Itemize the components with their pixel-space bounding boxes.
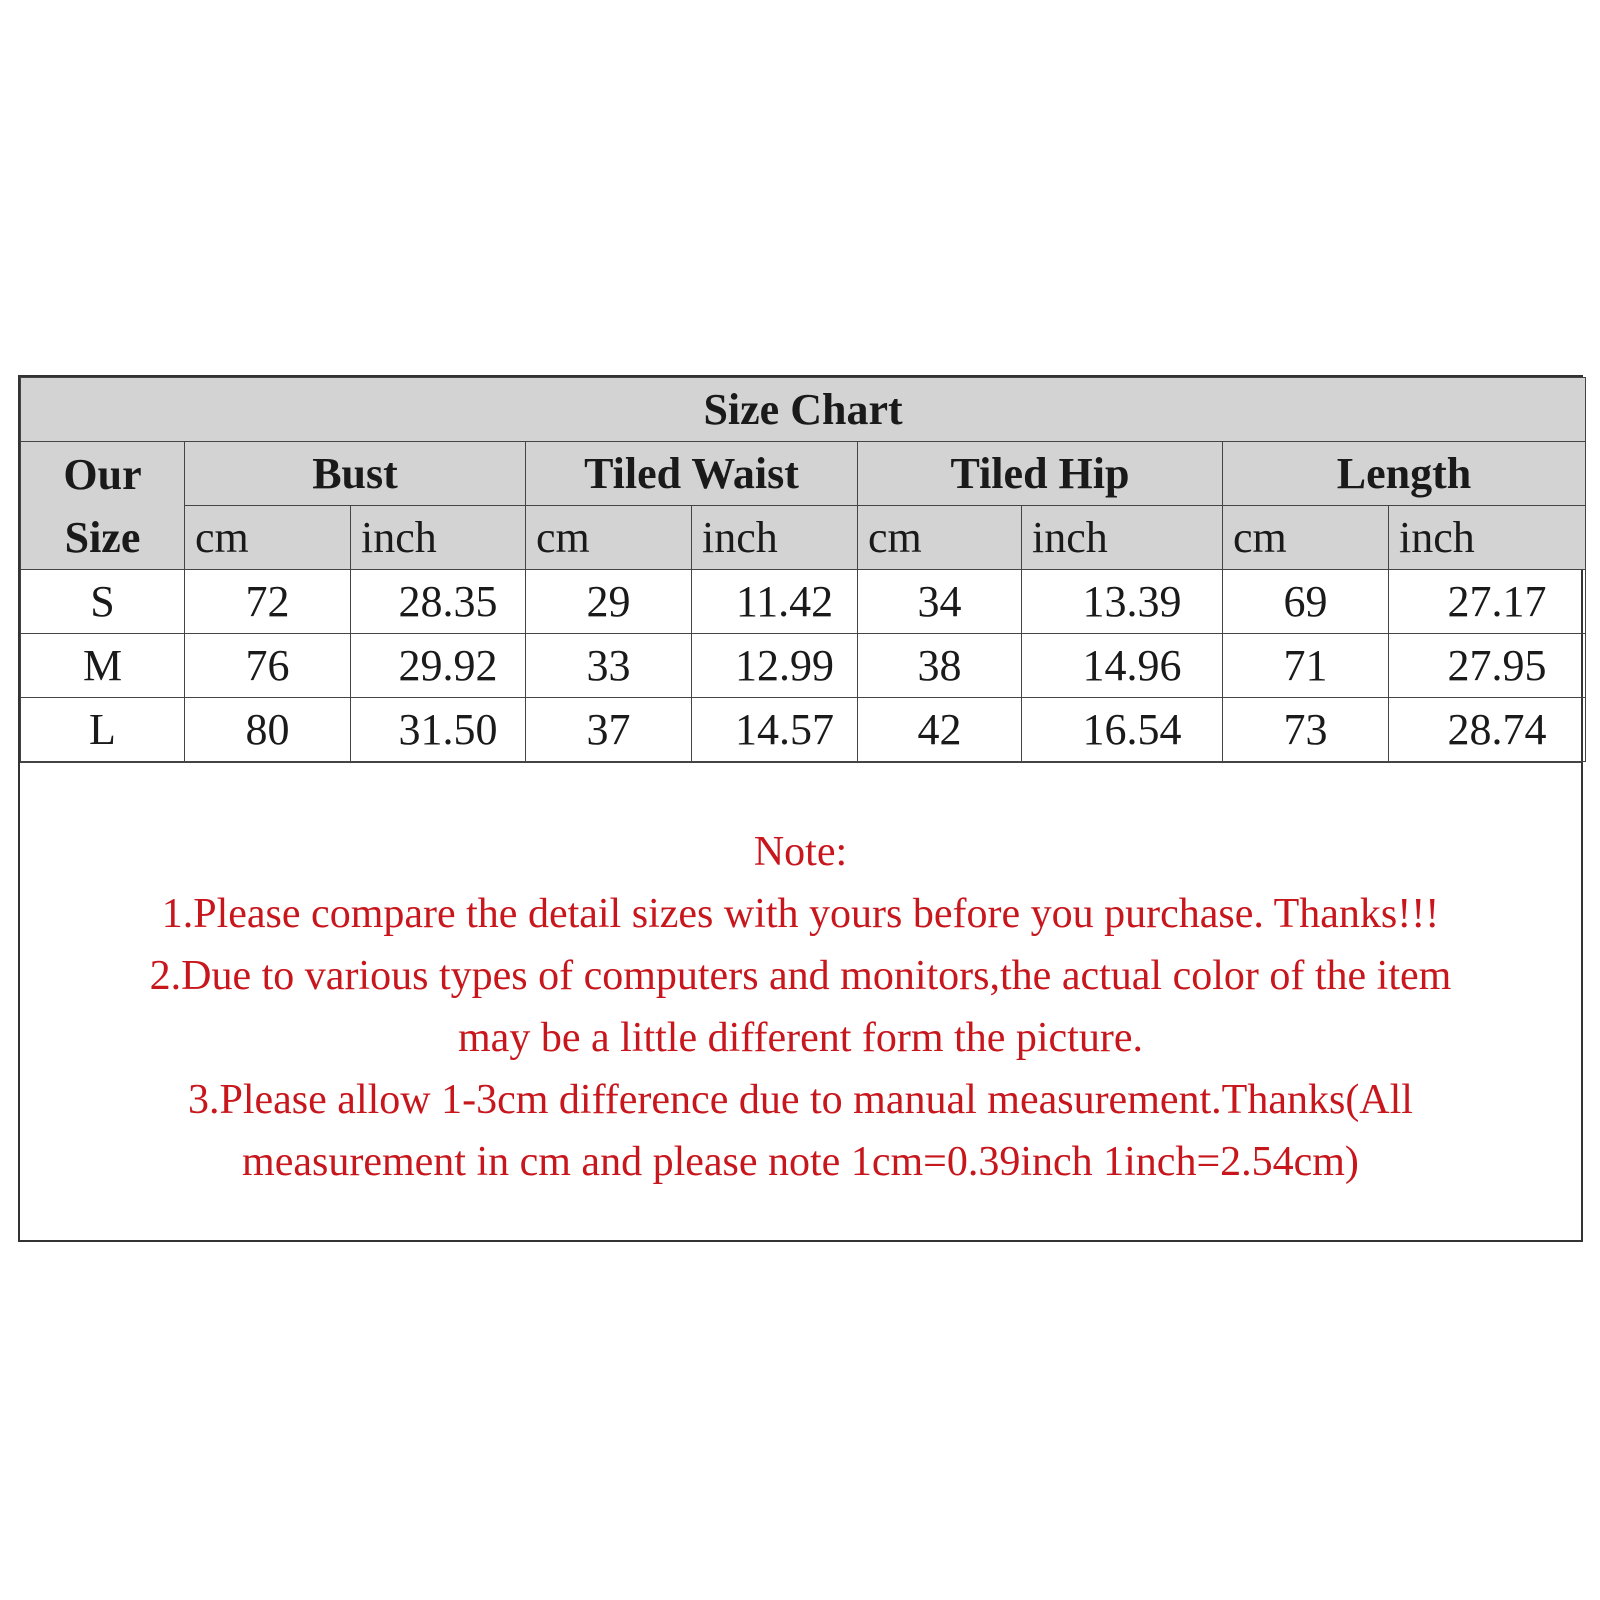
size-label: S (21, 570, 185, 634)
table-cell: 42 (858, 698, 1022, 762)
table-cell: 11.42 (692, 570, 858, 634)
table-cell: 71 (1223, 634, 1389, 698)
table-cell: 31.50 (351, 698, 526, 762)
table-cell: 12.99 (692, 634, 858, 698)
table-cell: 38 (858, 634, 1022, 698)
table-cell: 16.54 (1022, 698, 1223, 762)
unit-header-cm: cm (526, 506, 692, 570)
size-label: L (21, 698, 185, 762)
group-header-hip: Tiled Hip (858, 442, 1223, 506)
table-cell: 14.57 (692, 698, 858, 762)
unit-header-inch: inch (1022, 506, 1223, 570)
note-line: 2.Due to various types of computers and monitors,the actual color of the item (149, 953, 1452, 999)
note-line: 3.Please allow 1-3cm difference due to manual measurement.Thanks(All (188, 1077, 1413, 1123)
table-cell: 27.17 (1389, 570, 1586, 634)
table-cell: 34 (858, 570, 1022, 634)
note-line: may be a little different form the picture. (458, 1015, 1143, 1061)
table-cell: 37 (526, 698, 692, 762)
table-row (21, 570, 1586, 634)
table-cell: 72 (185, 570, 351, 634)
unit-header-inch: inch (1389, 506, 1586, 570)
table-cell: 29 (526, 570, 692, 634)
table-cell: 33 (526, 634, 692, 698)
table-title: Size Chart (21, 378, 1586, 442)
unit-header-inch: inch (351, 506, 526, 570)
note-line: 1.Please compare the detail sizes with yours before you purchase. Thanks!!! (161, 891, 1440, 937)
unit-header-cm: cm (1223, 506, 1389, 570)
our-size-label-line1: Our (63, 449, 142, 499)
table-cell: 73 (1223, 698, 1389, 762)
our-size-label-line2: Size (64, 512, 141, 562)
size-chart-sheet (18, 375, 1583, 1242)
group-header-length: Length (1223, 442, 1586, 506)
table-cell: 28.74 (1389, 698, 1586, 762)
note-line: measurement in cm and please note 1cm=0.39inch 1inch=2.54cm) (242, 1139, 1359, 1185)
table-cell: 13.39 (1022, 570, 1223, 634)
our-size-header (21, 442, 185, 570)
note-heading: Note: (753, 829, 848, 875)
group-header-row (21, 442, 1586, 506)
group-header-waist: Tiled Waist (526, 442, 858, 506)
table-cell: 80 (185, 698, 351, 762)
unit-header-cm: cm (858, 506, 1022, 570)
title-row (21, 378, 1586, 442)
table-cell: 69 (1223, 570, 1389, 634)
size-chart-table (20, 377, 1586, 762)
unit-header-row (21, 506, 1586, 570)
table-cell: 27.95 (1389, 634, 1586, 698)
table-row (21, 698, 1586, 762)
unit-header-inch: inch (692, 506, 858, 570)
table-cell: 29.92 (351, 634, 526, 698)
unit-header-cm: cm (185, 506, 351, 570)
table-cell: 14.96 (1022, 634, 1223, 698)
table-cell: 28.35 (351, 570, 526, 634)
size-label: M (21, 634, 185, 698)
table-cell: 76 (185, 634, 351, 698)
notes-section (20, 762, 1581, 1240)
table-row (21, 634, 1586, 698)
group-header-bust: Bust (185, 442, 526, 506)
